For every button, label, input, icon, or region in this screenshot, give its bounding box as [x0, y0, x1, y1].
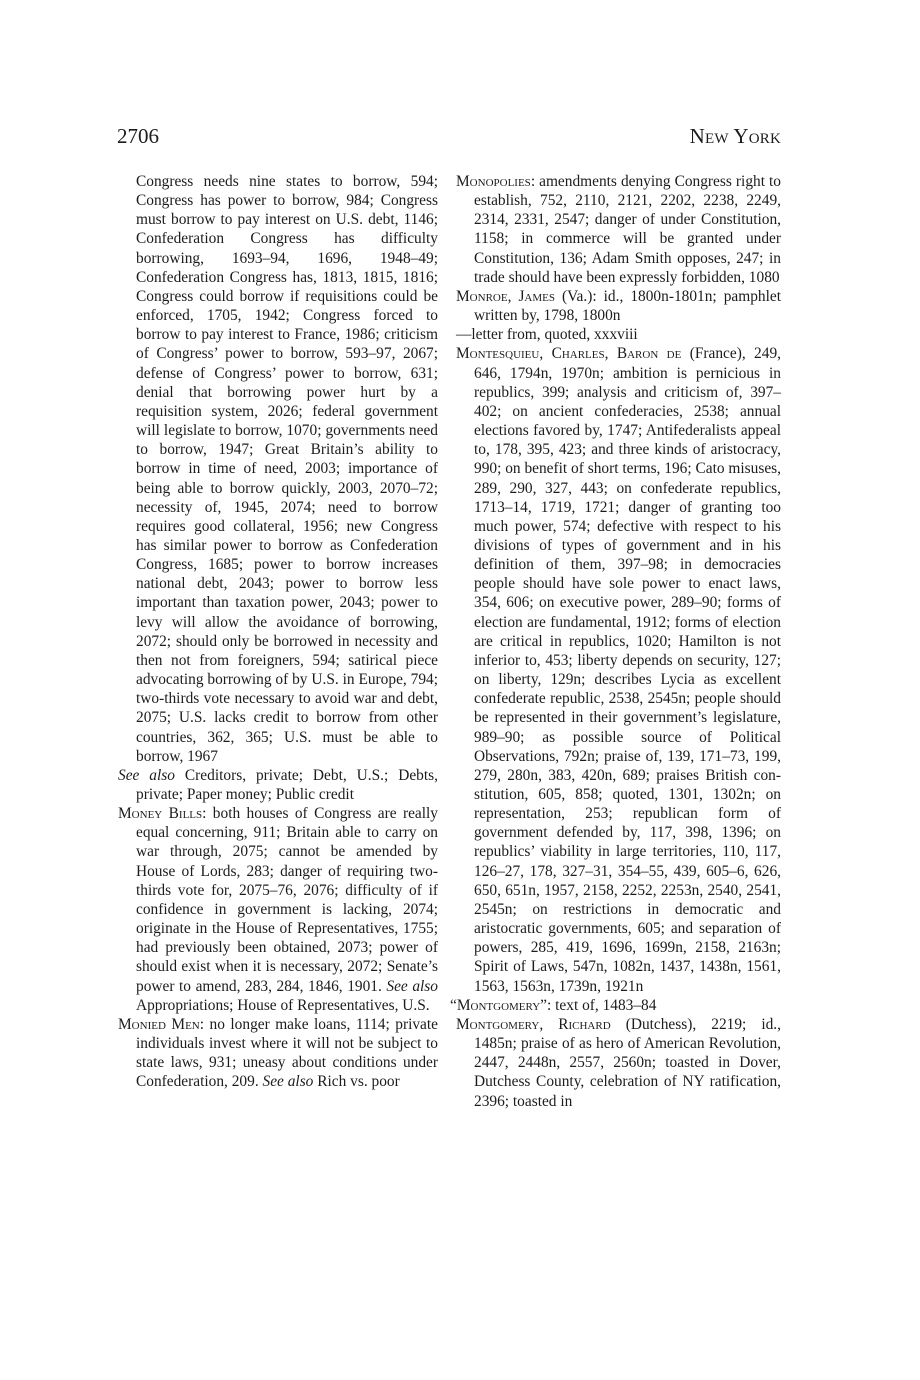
see-also-text: Creditors, private; Debt, U.S.; Debts, private; Paper money; Public credit: [136, 766, 438, 803]
entry-montgomery-richard: [456, 1015, 781, 1111]
entry-text: (Dutchess), 2219; id., 1485n; praise of as hero of American Revolution, 2447, 2448n, 2557, 2560n; toasted in Dover, Dutchess County, celebration of NY ratification, 2396; toasted in: [474, 1015, 781, 1110]
right-column: [450, 172, 781, 1111]
entry-monopolies: [456, 172, 781, 287]
see-also-text: Rich vs. poor: [313, 1073, 400, 1091]
running-head: New York: [689, 124, 781, 148]
see-also-text: Appropriations; House of Representatives, U.S.: [136, 996, 430, 1014]
entry-text: (Va.): id., 1800n-1801n; pamphlet written by, 1798, 1800n: [474, 287, 781, 325]
entry-heading: Monroe, James: [456, 287, 555, 305]
borrowing-continuation: Congress needs nine states to borrow, 594; Congress has power to borrow, 984; Congress must borrow to pay interest on U.S. debt, 1146; Confederation Congress has difficulty borrowing, 1693–94, 1696, 1948–49; Confederation Congress has, 1813, 1815, 1816; Congress could borrow if requisitions could be enforced, 1705, 1942; Congress forced to borrow to pay interest to France, 1986; criticism of Congress’ power to borrow, 593–97, 2067; defense of Congress’ power to borrow, 631; denial that borrowing power hurt by a requisition system, 2026; federal government will legislate to borrow, 1070; governments need to borrow, 1947; Great Britain’s ability to borrow in time of need, 2003; importance of being able to borrow quickly, 2003, 2070–72; necessity of, 1945, 2074; need to borrow requires good collateral, 1956; new Congress has similar power to borrow as Confederation Congress, 1685; power to borrow increases national debt, 2043; power to borrow less important than taxation power, 2043; power to levy will allow the avoidance of borrowing, 2072; should only be borrowed in necessity and then not from foreigners, 594; satirical piece advocating borrowing of by U.S. in Europe, 794; two-thirds vote necessary to avoid war and debt, 2075; U.S. lacks credit to borrow from other countries, 362, 365; U.S. must be able to borrow, 1967: [136, 173, 438, 765]
see-also-label: See also: [262, 1073, 314, 1091]
entry-heading: “Montgomery”: [450, 996, 548, 1014]
see-also-borrowing: [118, 766, 438, 804]
entry-heading: Monied Men: [118, 1015, 200, 1033]
see-also-label: See also: [386, 977, 438, 995]
entry-monied-men: [118, 1015, 438, 1092]
entry-text: : amendments denying Congress right to establish, 752, 2110, 2121, 2202, 2238, 2249, 2314, 2331, 2547; danger of under Constitution, 1158; in commerce will be granted under Constitution, 136; Adam Smith opposes, 247; in trade should have been expressly forbidden, 1080: [474, 173, 781, 286]
left-column: [118, 172, 438, 1092]
entry-heading: Money Bills: [118, 805, 203, 823]
entry-money-bills: [118, 804, 438, 1015]
entry-text: (France), 249, 646, 1794n, 1970n; ambition is pernicious in republics, 399; analysis and criticism of, 397–402; on ancient confederacies, 2538; annual elections favored by, 1747; Antifederalists appeal to, 178, 395, 423; and three kinds of aristocracy, 990; on benefit of short terms, 196; Cato misuses, 289, 290, 327, 443; on confederate republics, 1713–14, 1719, 1721; danger of granting too much power, 574; defective with respect to his divisions of types of government and in his definition of them, 397–98; in democracies people should have sole power to enact laws, 354, 606; on executive power, 289–90; forms of election are fundamental, 1912; forms of election are critical in republics, 1020; Hamilton is not inferior to, 453; liberty depends on security, 127; on liberty, 129n; describes Lycia as excellent confederate republic, 2538, 2545n; people should be represented in their government’s legislature, 989–90; as possible source of Political Observations, 792n; praise of, 139, 171–73, 199, 279, 280n, 383, 420n, 689; praises British constitution, 605, 858; quoted, 1301, 1302n; on representation, 253; republican form of government defended by, 117, 398, 1396; on republics’ viability in large territories, 110, 117, 126–27, 178, 327–31, 354–55, 439, 605–6, 626, 650, 651n, 1957, 2158, 2252, 2253n, 2540, 2541, 2545n; on restrictions in democratic and aristocratic governments, 605; and separation of powers, 285, 419, 1696, 1699n, 2158, 2163n; Spirit of Laws, 547n, 1082n, 1437, 1438n, 1561, 1563, 1563n, 1739n, 1921n: [474, 345, 781, 995]
entry-text: : text of, 1483–84: [547, 996, 657, 1014]
entry-montesquieu: [456, 344, 781, 995]
subentry-monroe-letter: —letter from, quoted, xxxviii: [456, 326, 638, 344]
entry-heading: Montesquieu, Charles, Baron de: [456, 345, 682, 363]
see-also-label: See also: [118, 766, 175, 784]
page-header: [117, 122, 781, 152]
entry-monroe: [456, 287, 781, 325]
entry-heading: Montgomery, Richard: [456, 1015, 611, 1033]
entry-text: : both houses of Congress are really equal concerning, 911; Britain able to carry on war through, 2075; cannot be amended by House of Lords, 283; danger of requiring two-thirds vote for, 2075–76, 2076; difficulty of if confidence in government is lacking, 2074; originate in the House of Representatives, 1755; had previously been obtained, 2073; power of should exist when it is necessary, 2072; Senate’s power to amend, 283, 284, 1846, 1901.: [136, 805, 438, 995]
entry-montgomery-quoted: [450, 996, 781, 1015]
page-number: 2706: [117, 124, 159, 148]
entry-heading: Monopolies: [456, 173, 531, 190]
entry-text: : no longer make loans, 1114; private individuals invest where it will not be subject to state laws, 931; uneasy about conditions under Confederation, 209.: [136, 1015, 438, 1091]
